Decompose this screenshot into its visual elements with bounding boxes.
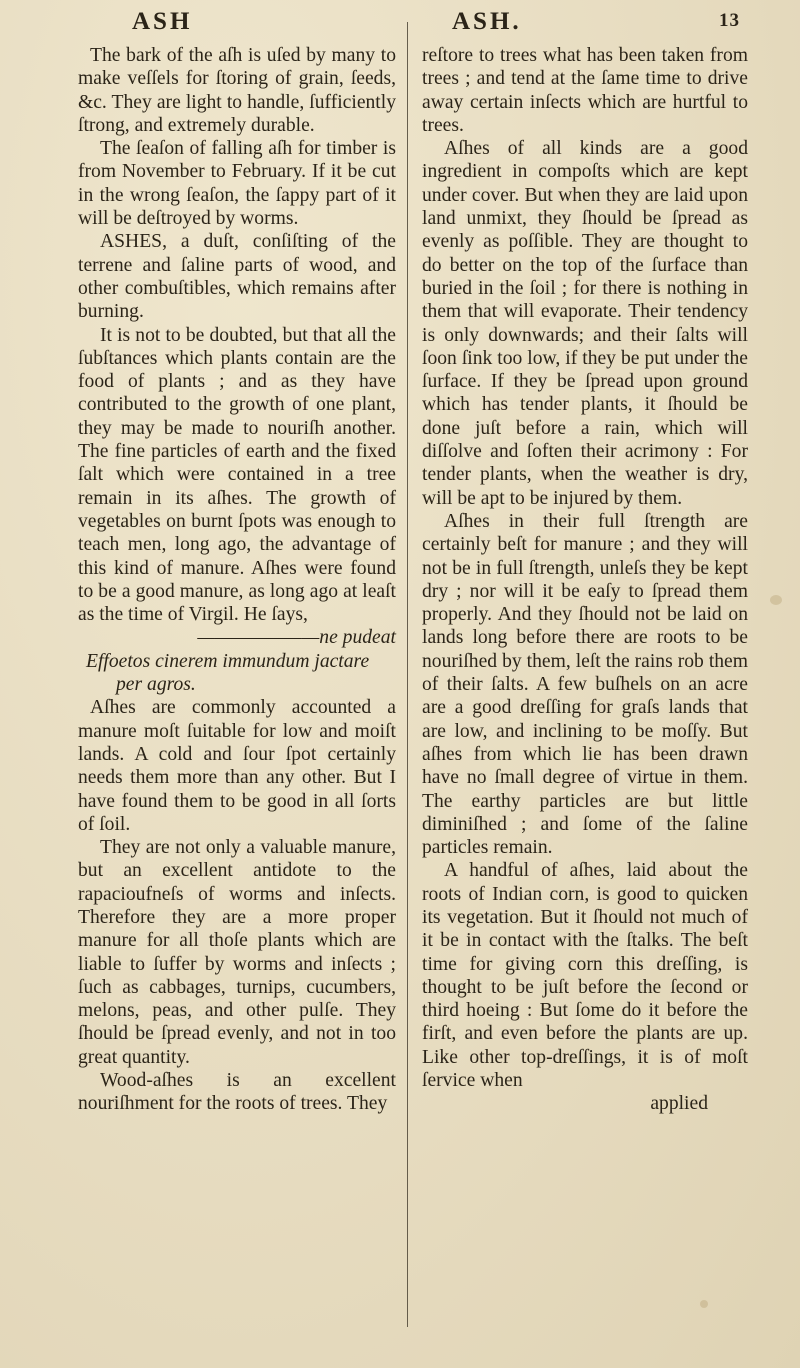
- latin-quote-line: Effoetos cinerem immundum jactare: [86, 650, 370, 672]
- column-rule: [407, 22, 408, 1327]
- paragraph: The bark of the aſh is uſed by many to make veſſels for ſtoring of grain, ſeeds, &c. They are light to handle, ſufficiently ſtrong, and extremely durable.: [78, 45, 396, 136]
- latin-quote-line: per agros.: [116, 674, 196, 696]
- left-running-head-word: ASH: [132, 8, 193, 35]
- left-page: [78, 0, 396, 1116]
- paragraph: Aſhes in their full ſtrength are certainly beſt for manure ; and they will not be in full ſtrength, unleſs they be kept dry ; nor will it be eaſy to ſpread them properly. And they ſhould not be laid on lands long before there are roots to be nouriſhed by them, leſt the rains rob them of their ſalts. A few buſhels on an acre are a good dreſſing for graſs lands that are low, and inclining to be moſſy. But aſhes from which lie has been drawn have no ſmall degree of virtue in them. The earthy particles are but little diminiſhed ; and ſome of the ſaline particles remain.: [422, 510, 748, 859]
- paragraph: A handful of aſhes, laid about the roots of Indian corn, is good to quicken its vegetation. But it ſhould not much of it be in contact with the ſtalks. The beſt time for giving corn this dreſſing, is thought to be juſt before the ſecond or third hoeing : But ſome do it before the firſt, and even before the plants are up. Like other top-dreſſings, it is of moſt ſervice when: [422, 860, 748, 1092]
- paper-stain: [770, 595, 782, 605]
- right-running-head-word: ASH.: [452, 8, 522, 35]
- paragraph: reſtore to trees what has been taken from trees ; and tend at the ſame time to drive away certain inſects which are hurtful to trees.: [422, 45, 748, 136]
- paragraph: The ſeaſon of falling aſh for timber is from November to February. If it be cut in the wrong ſeaſon, the ſappy part of it will be deſtroyed by worms.: [78, 138, 396, 230]
- paragraph: Aſhes are commonly accounted a manure moſt ſuitable for low and moiſt lands. A cold and ſour ſpot certainly needs them more than any other. But I have found them to be good in all ſorts of ſoil.: [78, 697, 396, 835]
- paragraph: They are not only a valuable manure, but an excellent antidote to the rapacioufneſs of worms and inſects. Therefore they are a more proper manure for all thoſe plants which are liable to ſuffer by worms and inſects ; ſuch as cabbages, turnips, cucumbers, melons, peas, and other pulſe. They ſhould be ſpread evenly, and not in too great quantity.: [78, 837, 396, 1068]
- right-page-text: [422, 44, 748, 1116]
- paper-stain: [700, 1300, 708, 1308]
- page-number: 13: [719, 10, 740, 31]
- catchword: applied: [650, 1093, 708, 1115]
- latin-quote-line: ———————ne pudeat: [197, 627, 396, 649]
- left-running-head: [78, 0, 396, 44]
- paragraph: Wood-aſhes is an excellent nouriſhment for the roots of trees. They: [78, 1070, 396, 1115]
- left-page-text: [78, 44, 396, 1116]
- paragraph: ASHES, a duſt, conſiſting of the terrene and ſaline parts of wood, and other combuſtibles, which remains after burning.: [78, 231, 396, 323]
- paragraph: Aſhes of all kinds are a good ingredient in compoſts which are kept under cover. But when they are laid upon land unmixt, they ſhould be ſpread as evenly as poſſible. They are thought to do better on the top of the ſurface than buried in the ſoil ; for there is nothing in them that will evaporate. Their tendency is only downwards; and their ſalts will ſoon ſink too low, if they be put under the ſurface. If they be ſpread upon ground which has tender plants, it ſhould be done juſt before a rain, which will diſſolve and ſoften their acrimony : For tender plants, when the weather is dry, will be apt to be injured by them.: [422, 138, 748, 509]
- right-page: [422, 0, 748, 1116]
- paragraph: It is not to be doubted, but that all the ſubſtances which plants contain are the food of plants ; and as they have contributed to the growth of one plant, they may be made to nouriſh another. The fine particles of earth and the fixed ſalt which were contained in a tree remain in its aſhes. The growth of vegetables on burnt ſpots was enough to teach men, long ago, the advantage of this kind of manure. Aſhes were found to be a good manure, as long ago at leaſt as the time of Virgil. He ſays,: [78, 324, 396, 626]
- right-running-head: [422, 0, 748, 44]
